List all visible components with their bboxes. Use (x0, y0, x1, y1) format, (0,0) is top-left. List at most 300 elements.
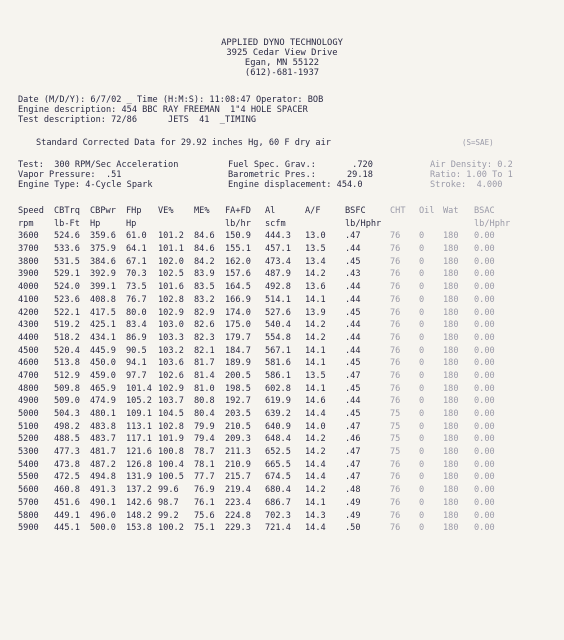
a-f-cell: 14.4 (305, 409, 326, 419)
bsfc-cell: .45 (345, 358, 361, 369)
speed-cell: 5800 (18, 510, 39, 521)
speed-cell: 3900 (18, 269, 39, 280)
table-row (18, 395, 558, 408)
cb-torque-cell: 512.9 (54, 370, 80, 381)
cb-power-cell: 459.0 (90, 370, 116, 381)
bsac-cell: 0.00 (474, 244, 495, 255)
cb-power-cell: 496.0 (90, 510, 116, 521)
bsfc-cell: .46 (345, 434, 361, 445)
cb-power-cell: 481.7 (90, 447, 116, 458)
oil-cell: 0 (419, 383, 425, 394)
cb-torque-cell: 488.5 (54, 434, 80, 445)
table-row (18, 370, 558, 383)
oil-cell: 0 (419, 294, 425, 305)
wat-cell: 180 (443, 447, 459, 458)
air-cell: 648.4 (265, 434, 291, 445)
air-cell: 652.5 (265, 447, 291, 458)
company-address-line2: Egan, MN 55122 (244, 58, 320, 68)
ve-pct-cell: 100.5 (158, 472, 184, 483)
me-pct-cell: 81.4 (194, 370, 215, 381)
oil-cell: 0 (419, 282, 425, 293)
fhp-cell: 64.1 (126, 244, 147, 255)
fhp-cell: 76.7 (126, 294, 147, 305)
fhp-cell: 97.7 (126, 370, 147, 381)
me-pct-cell: 75.1 (194, 523, 215, 534)
air-cell: 674.5 (265, 472, 291, 483)
me-pct-cell: 84.6 (194, 231, 215, 242)
a-f-cell: 13.4 (305, 256, 326, 267)
wat-cell: 180 (443, 294, 459, 305)
wat-cell: 180 (443, 396, 459, 407)
ve-pct-cell: 103.3 (158, 332, 184, 343)
air-cell: 680.4 (265, 485, 291, 496)
oil-cell: 0 (419, 256, 425, 267)
ve-pct-cell: 102.0 (158, 256, 184, 267)
cht-cell: 76 (390, 383, 401, 394)
bsac-cell: 0.00 (474, 409, 495, 419)
ve-pct-cell: 102.9 (158, 383, 184, 394)
wat-cell: 180 (443, 345, 459, 356)
speed-cell: 5500 (18, 472, 39, 483)
a-f-cell: 13.0 (305, 231, 326, 242)
wat-cell: 180 (443, 485, 459, 496)
cb-torque-cell: 520.4 (54, 345, 80, 356)
ve-pct-cell: 100.4 (158, 459, 184, 470)
ve-pct-cell: 101.6 (158, 282, 184, 293)
fhp-header: FHp (126, 206, 142, 216)
test-description: Test description: 72/86 JETS 41 _TIMING (18, 115, 256, 125)
cb-torque-cell: 519.2 (54, 320, 80, 331)
ve-pct-cell: 103.2 (158, 345, 184, 356)
bsac-cell: 0.00 (474, 497, 495, 508)
engine-description: Engine description: 454 BBC RAY FREEMAN 1"4 HOLE SPACER (18, 105, 308, 115)
fhp-cell: 90.5 (126, 345, 147, 356)
bsac-cell: 0.00 (474, 320, 495, 331)
bsac-cell: 0.00 (474, 396, 495, 407)
oil-header: Oil (419, 206, 435, 216)
a-f-cell: 13.6 (305, 282, 326, 293)
me-pct-header: ME% (194, 206, 210, 216)
air-cell: 540.4 (265, 320, 291, 331)
me-pct-cell: 84.2 (194, 256, 215, 267)
fhp-cell: 67.1 (126, 256, 147, 267)
cht-cell: 76 (390, 294, 401, 305)
oil-cell: 0 (419, 523, 425, 534)
me-pct-cell: 82.1 (194, 345, 215, 356)
a-f-cell: 14.1 (305, 345, 326, 356)
air-cell: 686.7 (265, 497, 291, 508)
cht-cell: 75 (390, 447, 401, 458)
bsfc-unit: lb/Hphr (345, 218, 382, 229)
bsac-cell: 0.00 (474, 332, 495, 343)
fhp-cell: 121.6 (126, 447, 152, 458)
me-pct-cell: 76.1 (194, 497, 215, 508)
a-f-cell: 14.1 (305, 497, 326, 508)
cb-power-cell: 384.6 (90, 256, 116, 267)
oil-cell: 0 (419, 307, 425, 318)
me-pct-cell: 82.3 (194, 332, 215, 343)
date-time-operator: Date (M/D/Y): 6/7/02 _ Time (H:M:S): 11:08:47 Operator: BOB (18, 95, 324, 105)
speed-cell: 3800 (18, 256, 39, 267)
cht-cell: 76 (390, 282, 401, 293)
fhp-cell: 131.9 (126, 472, 152, 483)
wat-cell: 180 (443, 282, 459, 293)
fa-fd-cell: 175.0 (225, 320, 251, 331)
oil-cell: 0 (419, 231, 425, 242)
bsac-cell: 0.00 (474, 510, 495, 521)
oil-cell: 0 (419, 269, 425, 280)
cb-power-cell: 425.1 (90, 320, 116, 331)
wat-cell: 180 (443, 434, 459, 445)
oil-cell: 0 (419, 370, 425, 381)
fa-fd-cell: 179.7 (225, 332, 251, 343)
engine-type: Engine Type: 4-Cycle Spark (18, 180, 153, 190)
wat-cell: 180 (443, 459, 459, 470)
bsfc-cell: .45 (345, 256, 361, 267)
oil-cell: 0 (419, 244, 425, 255)
cb-power-cell: 487.2 (90, 459, 116, 470)
oil-cell: 0 (419, 358, 425, 369)
table-row (18, 510, 558, 523)
me-pct-cell: 81.0 (194, 383, 215, 394)
fhp-cell: 101.4 (126, 383, 152, 394)
wat-cell: 180 (443, 497, 459, 508)
bsac-cell: 0.00 (474, 256, 495, 267)
ve-pct-cell: 103.0 (158, 320, 184, 331)
cb-power-cell: 474.9 (90, 396, 116, 407)
bsac-cell: 0.00 (474, 434, 495, 445)
cb-power-cell: 408.8 (90, 294, 116, 305)
table-row (18, 243, 558, 256)
fa-fd-cell: 150.9 (225, 231, 251, 242)
ve-pct-header: VE% (158, 206, 174, 216)
oil-cell: 0 (419, 409, 425, 419)
speed-cell: 5900 (18, 523, 39, 534)
wat-cell: 180 (443, 409, 459, 419)
cb-torque-cell: 509.0 (54, 396, 80, 407)
cht-cell: 76 (390, 244, 401, 255)
ve-pct-cell: 102.6 (158, 370, 184, 381)
fa-fd-cell: 184.7 (225, 345, 251, 356)
wat-cell: 180 (443, 510, 459, 521)
cb-torque-cell: 445.1 (54, 523, 80, 534)
oil-cell: 0 (419, 510, 425, 521)
test-acceleration: Test: 300 RPM/Sec Acceleration (18, 160, 179, 170)
bsfc-cell: .44 (345, 294, 361, 305)
bsac-cell: 0.00 (474, 370, 495, 381)
table-row (18, 332, 558, 345)
ve-pct-cell: 102.9 (158, 307, 184, 318)
ve-pct-cell: 104.5 (158, 409, 184, 419)
bsac-cell: 0.00 (474, 345, 495, 356)
fhp-unit: Hp (126, 218, 137, 229)
cht-cell: 75 (390, 434, 401, 445)
a-f-cell: 14.2 (305, 434, 326, 445)
speed-cell: 5200 (18, 434, 39, 445)
cht-cell: 76 (390, 396, 401, 407)
bsac-cell: 0.00 (474, 459, 495, 470)
fhp-cell: 148.2 (126, 510, 152, 521)
speed-cell: 4200 (18, 307, 39, 318)
a-f-cell: 14.2 (305, 269, 326, 280)
cb-power-cell: 392.9 (90, 269, 116, 280)
speed-cell: 4300 (18, 320, 39, 331)
a-f-cell: 13.5 (305, 244, 326, 255)
cb-torque-cell: 498.2 (54, 421, 80, 432)
vapor-pressure: Vapor Pressure: .51 (18, 170, 122, 180)
wat-cell: 180 (443, 421, 459, 432)
wat-cell: 180 (443, 332, 459, 343)
fa-fd-cell: 211.3 (225, 447, 251, 458)
bsac-cell: 0.00 (474, 231, 495, 242)
a-f-cell: 14.4 (305, 472, 326, 483)
cb-power-cell: 483.8 (90, 421, 116, 432)
cb-power-cell: 483.7 (90, 434, 116, 445)
bsfc-cell: .48 (345, 485, 361, 496)
table-row (18, 256, 558, 269)
speed-cell: 4100 (18, 294, 39, 305)
cht-cell: 76 (390, 307, 401, 318)
cht-cell: 76 (390, 459, 401, 470)
cht-cell: 76 (390, 472, 401, 483)
me-pct-cell: 83.5 (194, 282, 215, 293)
bsac-cell: 0.00 (474, 307, 495, 318)
cb-power-cell: 399.1 (90, 282, 116, 293)
cht-cell: 76 (390, 332, 401, 343)
oil-cell: 0 (419, 497, 425, 508)
speed-cell: 4400 (18, 332, 39, 343)
fa-fd-cell: 198.5 (225, 383, 251, 394)
air-cell: 702.3 (265, 510, 291, 521)
bsac-cell: 0.00 (474, 269, 495, 280)
wat-cell: 180 (443, 269, 459, 280)
bsfc-cell: .44 (345, 332, 361, 343)
bsfc-cell: .44 (345, 396, 361, 407)
ratio: Ratio: 1.00 To 1 (430, 170, 513, 180)
air-cell: 457.1 (265, 244, 291, 255)
table-row (18, 433, 558, 446)
speed-cell: 4700 (18, 370, 39, 381)
bsac-cell: 0.00 (474, 447, 495, 458)
cb-torque-cell: 524.6 (54, 231, 80, 242)
me-pct-cell: 84.6 (194, 244, 215, 255)
fhp-cell: 80.0 (126, 307, 147, 318)
bsfc-cell: .45 (345, 409, 361, 419)
standard-corrected-note: Standard Corrected Data for 29.92 inches Hg, 60 F dry air (36, 138, 331, 148)
air-cell: 639.2 (265, 409, 291, 419)
speed-cell: 5600 (18, 485, 39, 496)
cb-power-cell: 417.5 (90, 307, 116, 318)
speed-cell: 3600 (18, 231, 39, 242)
wat-header: Wat (443, 206, 459, 216)
bsfc-cell: .49 (345, 510, 361, 521)
cb-power-cell: 480.1 (90, 409, 116, 419)
cb-torque-cell: 529.1 (54, 269, 80, 280)
bsac-unit: lb/Hphr (474, 218, 511, 229)
bsac-header: BSAC (474, 206, 495, 216)
me-pct-cell: 81.7 (194, 358, 215, 369)
ve-pct-cell: 100.2 (158, 523, 184, 534)
air-cell: 487.9 (265, 269, 291, 280)
cb-torque-cell: 451.6 (54, 497, 80, 508)
speed-cell: 4900 (18, 396, 39, 407)
air-cell: 619.9 (265, 396, 291, 407)
bsfc-cell: .44 (345, 244, 361, 255)
fa-fd-cell: 210.5 (225, 421, 251, 432)
table-row (18, 408, 558, 421)
bsfc-cell: .44 (345, 345, 361, 356)
cht-cell: 75 (390, 421, 401, 432)
oil-cell: 0 (419, 345, 425, 356)
table-row (18, 421, 558, 434)
air-cell: 602.8 (265, 383, 291, 394)
speed-cell: 4800 (18, 383, 39, 394)
me-pct-cell: 83.2 (194, 294, 215, 305)
cb-power-cell: 500.0 (90, 523, 116, 534)
speed-cell: 3700 (18, 244, 39, 255)
cht-cell: 76 (390, 485, 401, 496)
cht-cell: 76 (390, 256, 401, 267)
speed-cell: 4500 (18, 345, 39, 356)
cht-cell: 76 (390, 510, 401, 521)
ve-pct-cell: 103.6 (158, 358, 184, 369)
cht-cell: 76 (390, 345, 401, 356)
cb-power-cell: 491.3 (90, 485, 116, 496)
me-pct-cell: 75.6 (194, 510, 215, 521)
air-cell: 514.1 (265, 294, 291, 305)
speed-cell: 5100 (18, 421, 39, 432)
ve-pct-cell: 98.7 (158, 497, 179, 508)
wat-cell: 180 (443, 320, 459, 331)
company-name: APPLIED DYNO TECHNOLOGY (221, 38, 343, 48)
fa-fd-cell: 210.9 (225, 459, 251, 470)
cht-cell: 76 (390, 370, 401, 381)
air-cell: 665.5 (265, 459, 291, 470)
table-row (18, 497, 558, 510)
engine-displacement: Engine displacement: 454.0 (228, 180, 363, 190)
cb-torque-cell: 524.0 (54, 282, 80, 293)
bsfc-cell: .44 (345, 320, 361, 331)
cht-cell: 76 (390, 497, 401, 508)
wat-cell: 180 (443, 472, 459, 483)
fuel-spec-gravity: Fuel Spec. Grav.: .720 (228, 160, 373, 170)
air-header: Al (265, 206, 276, 216)
table-row (18, 345, 558, 358)
fa-fd-cell: 224.8 (225, 510, 251, 521)
cb-torque-cell: 449.1 (54, 510, 80, 521)
me-pct-cell: 82.9 (194, 307, 215, 318)
table-row (18, 230, 558, 243)
cb-power-unit: Hp (90, 218, 101, 229)
fa-fd-cell: 219.4 (225, 485, 251, 496)
me-pct-cell: 80.4 (194, 409, 215, 419)
air-density: Air Density: 0.2 (430, 160, 513, 170)
wat-cell: 180 (443, 231, 459, 242)
cb-power-header: CBPwr (90, 206, 116, 216)
a-f-cell: 14.2 (305, 485, 326, 496)
bsac-cell: 0.00 (474, 282, 495, 293)
a-f-cell: 14.3 (305, 510, 326, 521)
bsfc-cell: .47 (345, 459, 361, 470)
fhp-cell: 126.8 (126, 459, 152, 470)
speed-cell: 4000 (18, 282, 39, 293)
air-cell: 586.1 (265, 370, 291, 381)
me-pct-cell: 79.9 (194, 421, 215, 432)
fhp-cell: 105.2 (126, 396, 152, 407)
wat-cell: 180 (443, 383, 459, 394)
speed-cell: 5700 (18, 497, 39, 508)
a-f-cell: 13.9 (305, 307, 326, 318)
cb-power-cell: 450.0 (90, 358, 116, 369)
bsac-cell: 0.00 (474, 383, 495, 394)
table-body (18, 230, 558, 535)
cb-power-cell: 434.1 (90, 332, 116, 343)
bsac-cell: 0.00 (474, 421, 495, 432)
cb-power-cell: 494.8 (90, 472, 116, 483)
bsfc-cell: .45 (345, 383, 361, 394)
table-header-row-1 (18, 205, 558, 218)
me-pct-cell: 82.6 (194, 320, 215, 331)
air-cell: 444.3 (265, 231, 291, 242)
fa-fd-cell: 223.4 (225, 497, 251, 508)
cb-power-cell: 359.6 (90, 231, 116, 242)
fhp-cell: 137.2 (126, 485, 152, 496)
wat-cell: 180 (443, 523, 459, 534)
oil-cell: 0 (419, 472, 425, 483)
air-cell: 581.6 (265, 358, 291, 369)
cb-torque-cell: 472.5 (54, 472, 80, 483)
air-cell: 554.8 (265, 332, 291, 343)
me-pct-cell: 78.1 (194, 459, 215, 470)
a-f-cell: 14.0 (305, 421, 326, 432)
fhp-cell: 73.5 (126, 282, 147, 293)
ve-pct-cell: 101.9 (158, 434, 184, 445)
ve-pct-cell: 99.2 (158, 510, 179, 521)
bsfc-cell: .45 (345, 307, 361, 318)
fa-fd-cell: 157.6 (225, 269, 251, 280)
me-pct-cell: 78.7 (194, 447, 215, 458)
cht-cell: 76 (390, 358, 401, 369)
cb-power-cell: 375.9 (90, 244, 116, 255)
cb-power-cell: 465.9 (90, 383, 116, 394)
oil-cell: 0 (419, 485, 425, 496)
cb-torque-cell: 513.8 (54, 358, 80, 369)
ve-pct-cell: 99.6 (158, 485, 179, 496)
cb-power-cell: 490.1 (90, 497, 116, 508)
fa-fd-unit: lb/hr (225, 218, 251, 229)
fhp-cell: 109.1 (126, 409, 152, 419)
table-row (18, 484, 558, 497)
bsac-cell: 0.00 (474, 485, 495, 496)
cht-header: CHT (390, 206, 406, 216)
a-f-cell: 14.2 (305, 320, 326, 331)
cht-cell: 76 (390, 269, 401, 280)
air-cell: 721.4 (265, 523, 291, 534)
cb-torque-cell: 473.8 (54, 459, 80, 470)
speed-cell: 5000 (18, 409, 39, 419)
table-row (18, 459, 558, 472)
ve-pct-cell: 102.8 (158, 421, 184, 432)
cb-torque-cell: 533.6 (54, 244, 80, 255)
table-row (18, 471, 558, 484)
fa-fd-cell: 215.7 (225, 472, 251, 483)
cht-cell: 76 (390, 523, 401, 534)
barometric-pressure: Barometric Pres.: 29.18 (228, 170, 373, 180)
fhp-cell: 113.1 (126, 421, 152, 432)
table-row (18, 294, 558, 307)
air-cell: 567.1 (265, 345, 291, 356)
air-cell: 640.9 (265, 421, 291, 432)
